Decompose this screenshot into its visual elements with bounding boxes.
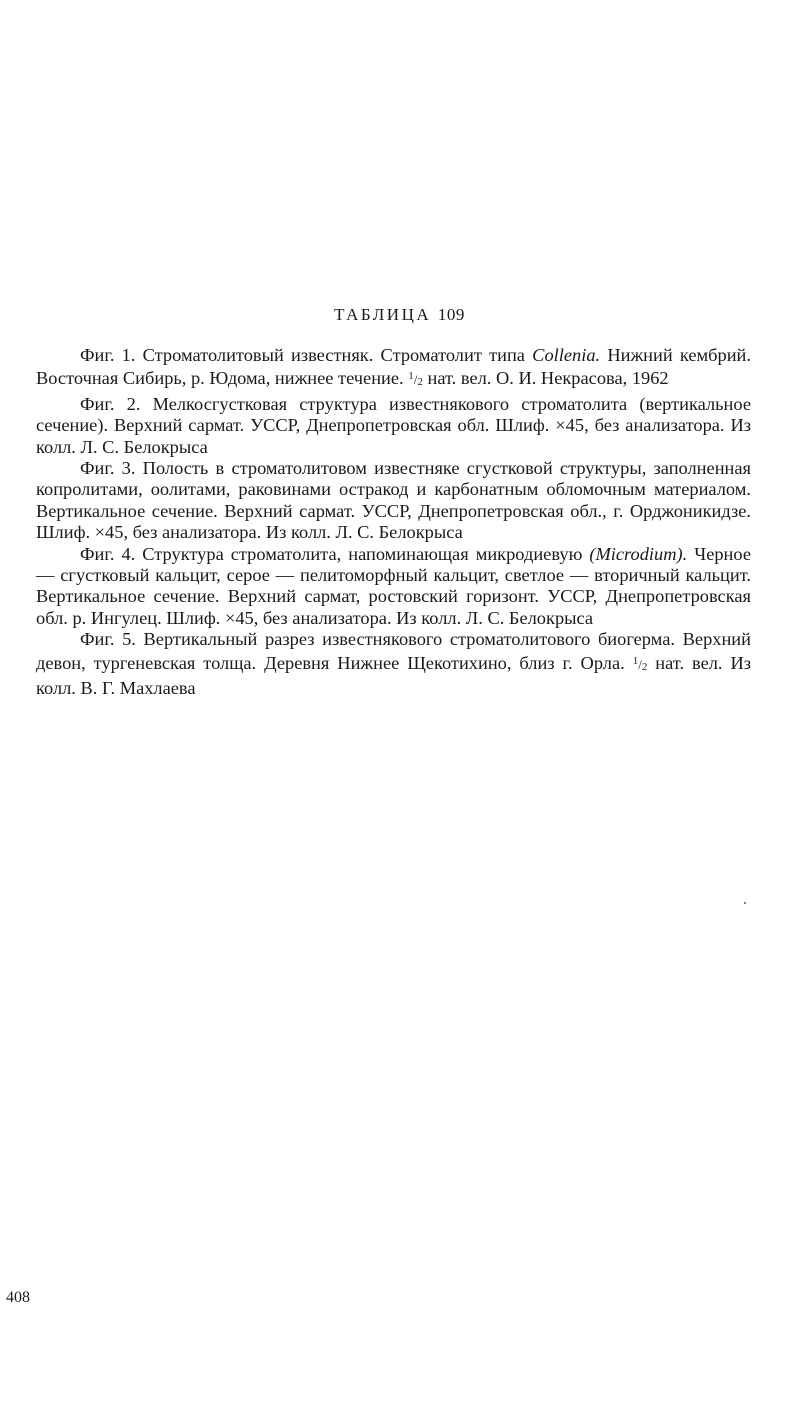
caption-4-genus: (Microdium). [589, 543, 688, 564]
caption-1-fraction-denominator: 2 [417, 376, 423, 389]
caption-1-genus: Collenia. [532, 345, 601, 365]
caption-5-text-end: нат. вел. Из колл. В. Г. Махлаева [36, 652, 751, 699]
caption-4-text-start: Фиг. 4. Структура строматолита, напоминающая микродиевую [80, 543, 590, 564]
figure-caption-4 [36, 544, 751, 630]
caption-5-text-start: Фиг. 5. Вертикальный разрез известнякового строматолитового биогерма. Верхний девон, тургеневская толща. Деревня Нижнее Щекотихино, близ г. Орла. [36, 629, 751, 673]
plate-title-label: ТАБЛИЦА [334, 305, 432, 324]
figure-caption-5 [36, 629, 751, 699]
caption-1-fraction: $^1/_2$ [408, 370, 423, 389]
plate-title [0, 303, 799, 327]
caption-1-text-end: нат. вел. О. И. Некрасова, 1962 [422, 368, 669, 389]
page-number: 408 [6, 1289, 30, 1306]
caption-1-fraction-numerator: 1 [408, 370, 414, 383]
caption-1-text-start: Фиг. 1. Строматолитовый известняк. Строматолит типа [80, 345, 533, 365]
scan-speck [744, 902, 746, 904]
caption-5-fraction-denominator: 2 [641, 660, 648, 673]
figure-captions [36, 345, 751, 700]
caption-5-fraction: $^1/_2$ [632, 654, 648, 673]
caption-1-text-middle: Нижний кембрий. Восточная Сибирь, р. Юдома, нижнее течение. [36, 345, 751, 389]
figure-caption-2: Фиг. 2. Мелкосгустковая структура известнякового строматолита (вертикальное сечение). Верхний сармат. УССР, Днепропетровская обл. Шлиф. ×45, без анализатора. Из колл. Л. С. Белокрыса [36, 393, 751, 457]
caption-5-fraction-numerator: 1 [632, 654, 639, 667]
plate-title-number: 109 [437, 305, 465, 324]
caption-4-text-end: Черное — сгустковый кальцит, серое — пелитоморфный кальцит, светлое — вторичный кальцит. Вертикальное сечение. Верхний сармат, ростовский горизонт. УССР, Днепропетровская обл. р. Ингулец. Шлиф. ×45, без анализатора. Из колл. Л. С. Белокрыса [36, 543, 751, 628]
figure-caption-1 [36, 345, 751, 394]
figure-caption-3: Фиг. 3. Полость в строматолитовом известняке сгустковой структуры, заполненная копролитами, оолитами, раковинами остракод и карбонатным обломочным материалом. Вертикальное сечение. Верхний сармат. УССР, Днепропетровская обл., г. Орджоникидзе. Шлиф. ×45, без анализатора. Из колл. Л. С. Белокрыса [36, 458, 751, 543]
